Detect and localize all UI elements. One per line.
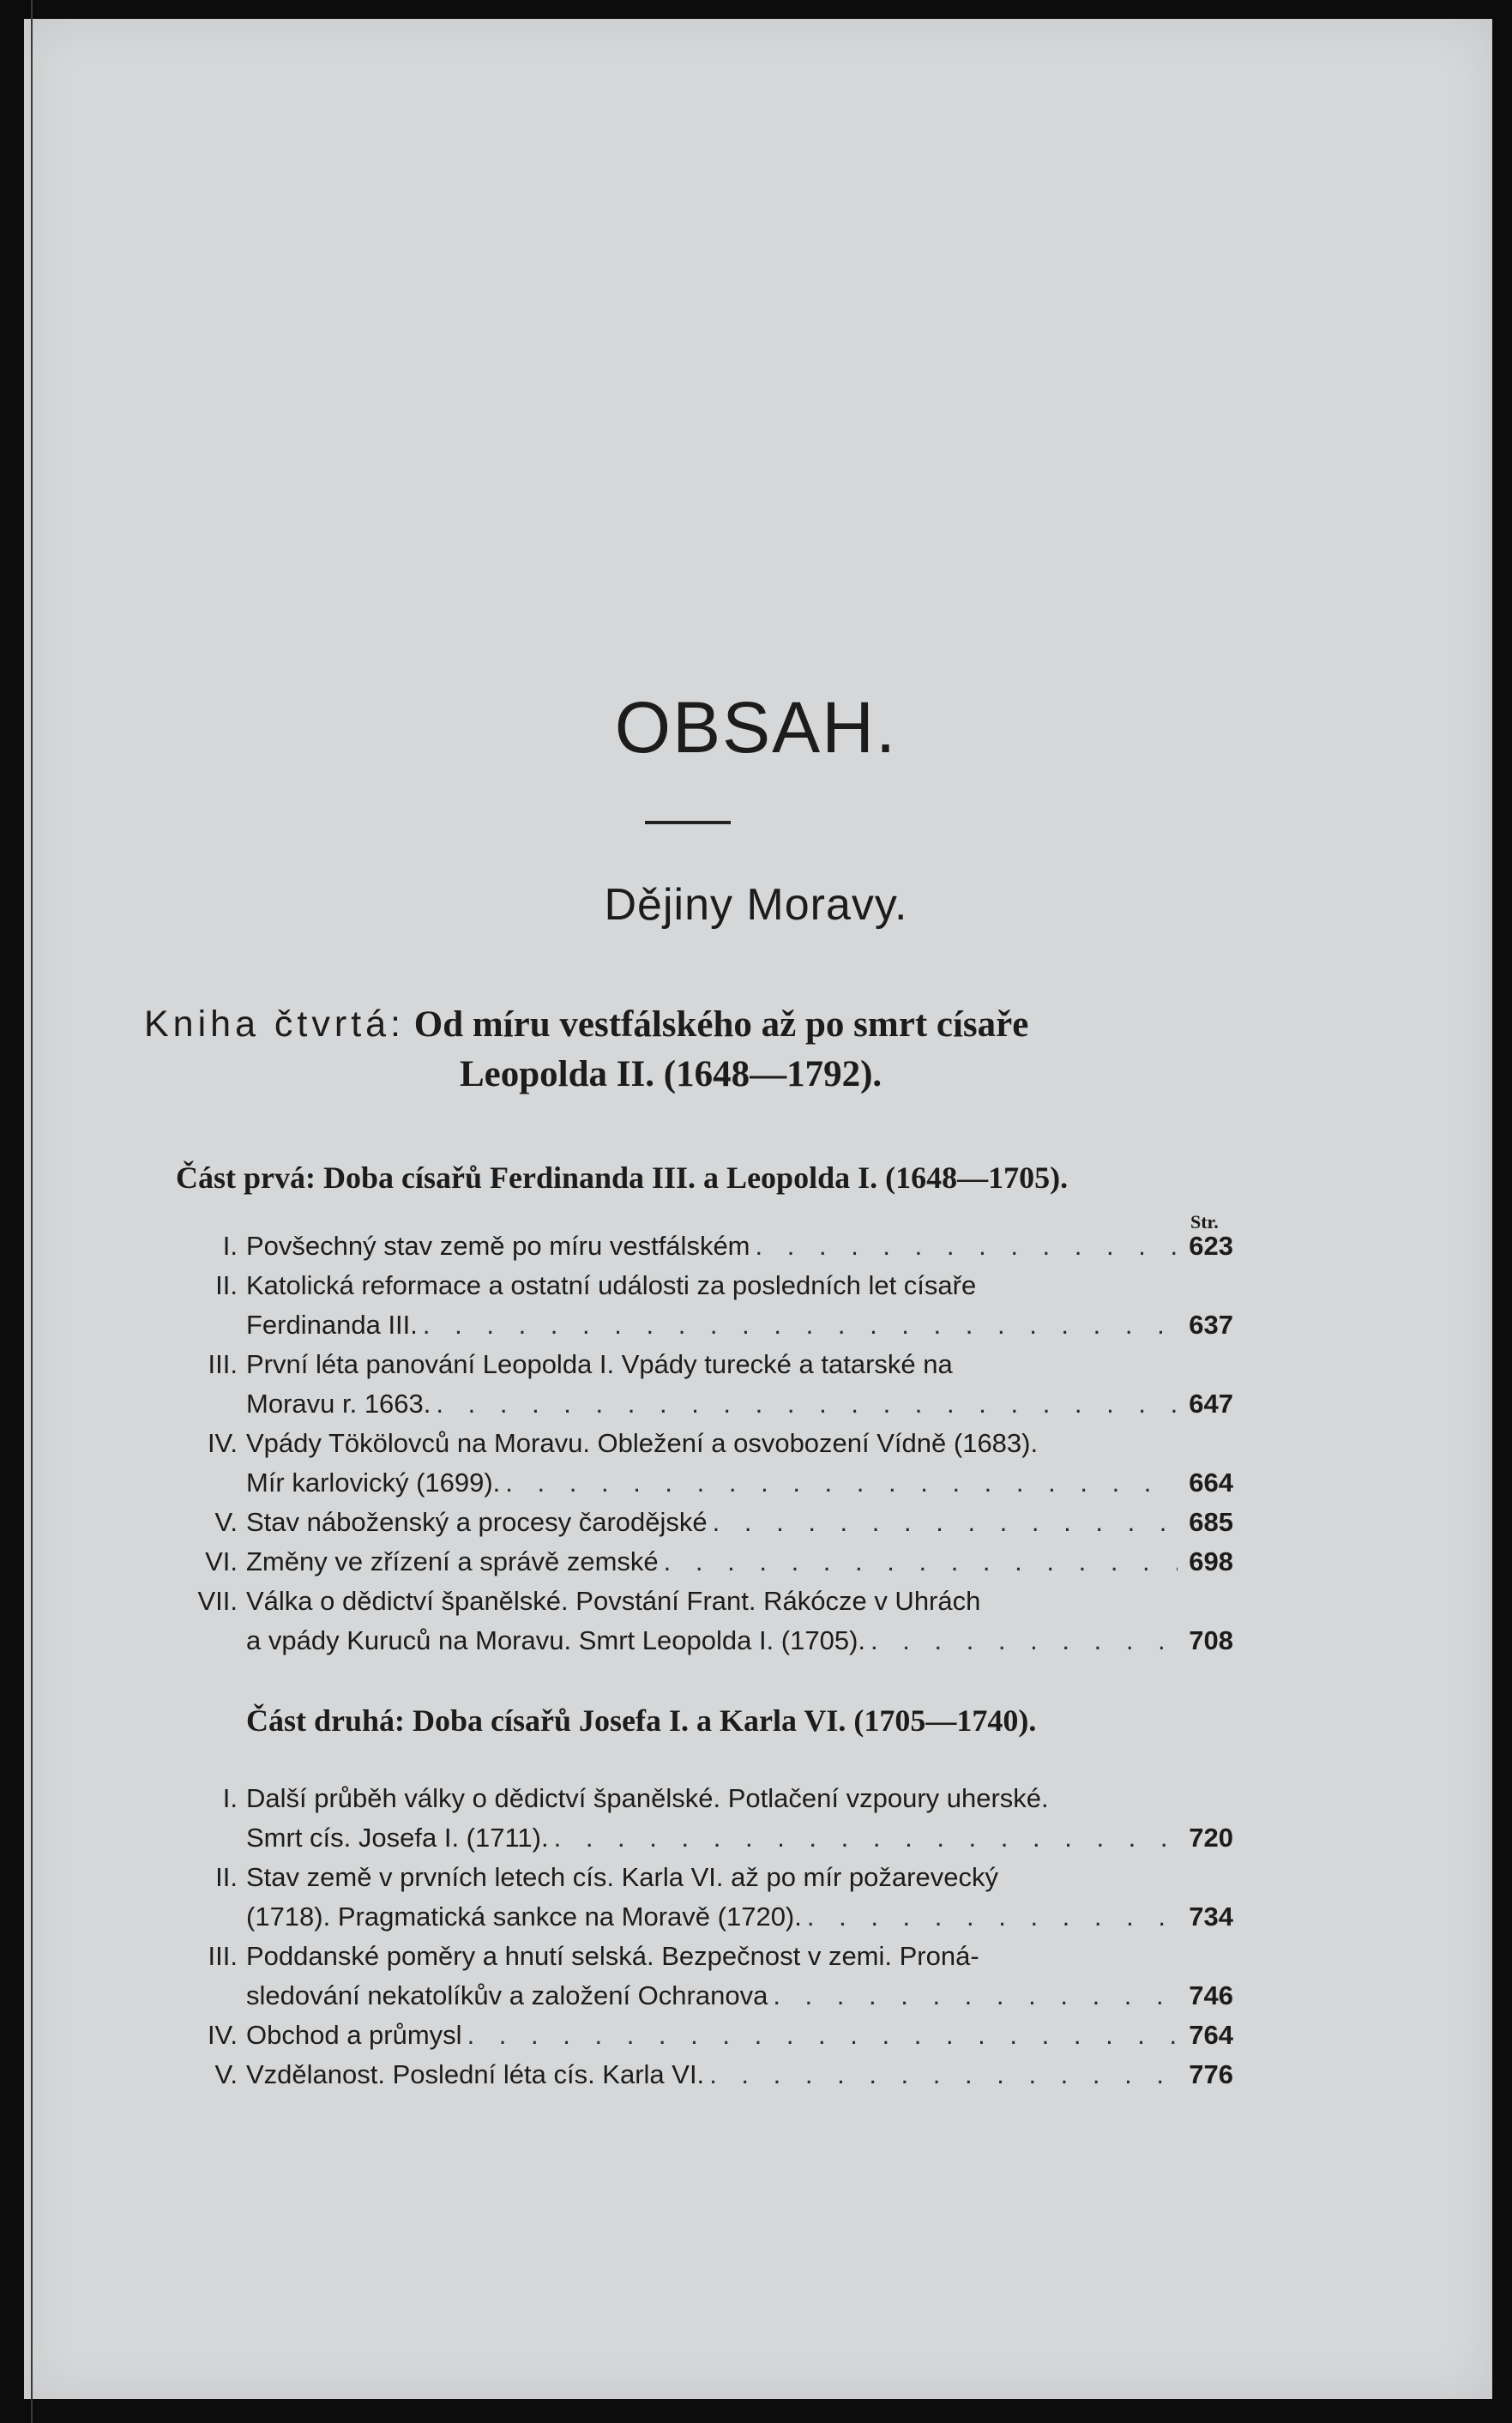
- toc-entry-number: I.: [222, 1783, 238, 1813]
- toc-line: [167, 1542, 1233, 1582]
- toc-line: [167, 1897, 1233, 1937]
- book-title-line1: Od míru vestfálského až po smrt císaře: [413, 1004, 1029, 1045]
- toc-line: [167, 2016, 1233, 2055]
- toc-line: [167, 1976, 1233, 2016]
- toc-entry-text: Válka o dědictví španělské. Povstání Frant. Rákócze v Uhrách: [246, 1586, 981, 1616]
- page-column-label: Str.: [1190, 1211, 1219, 1233]
- toc-line: [167, 1621, 1233, 1661]
- toc-entry-number: II.: [215, 1862, 238, 1892]
- toc-line: [167, 1858, 1233, 1897]
- toc-line: [167, 1463, 1233, 1503]
- toc-page-number: 734: [1189, 1902, 1233, 1932]
- leader-dots: [431, 1384, 1178, 1424]
- toc-entry-number: IV.: [207, 2020, 238, 2050]
- book-lead: Kniha čtvrtá:: [144, 1004, 405, 1045]
- leader-dots: [750, 1227, 1178, 1266]
- toc-entry-text: a vpády Kuruců na Moravu. Smrt Leopolda I. (1705).: [246, 1625, 866, 1655]
- part1-title: Část prvá: Doba císařů Ferdinanda III. a Leopolda I. (1648—1705).: [176, 1160, 1069, 1195]
- toc-entry: [167, 2055, 1233, 2095]
- toc-entry-text: Povšechný stav země po míru vestfálském: [246, 1231, 750, 1261]
- toc-entry: [167, 1937, 1233, 2016]
- toc-entry-text: Další průběh války o dědictví španělské. Potlačení vzpoury uherské.: [246, 1783, 1049, 1813]
- toc-line: [167, 1937, 1233, 1976]
- toc-page-number: 776: [1189, 2059, 1233, 2089]
- toc-entry-text: Mír karlovický (1699).: [246, 1468, 501, 1498]
- toc-entry: [167, 1345, 1233, 1424]
- leader-dots: [708, 1503, 1178, 1542]
- toc-line: [167, 1779, 1233, 1818]
- toc-entry-text: Moravu r. 1663.: [246, 1389, 431, 1419]
- toc-entry: [167, 1779, 1233, 1858]
- toc-entry-text: Stav země v prvních letech cís. Karla VI. až po mír požarevecký: [246, 1862, 998, 1892]
- toc-part2: [167, 1779, 1233, 2095]
- toc-entry-text: Vzdělanost. Poslední léta cís. Karla VI.: [246, 2059, 705, 2089]
- toc-line: [167, 1503, 1233, 1542]
- toc-line: [167, 1818, 1233, 1858]
- toc-entry-text: Změny ve zřízení a správě zemské: [246, 1546, 659, 1576]
- title-rule: [645, 821, 731, 824]
- toc-entry-text: První léta panování Leopolda I. Vpády turecké a tatarské na: [246, 1349, 953, 1379]
- leader-dots: [704, 2055, 1178, 2095]
- toc-entry: [167, 1542, 1233, 1582]
- toc-page-number: 623: [1189, 1231, 1233, 1261]
- toc-line: [167, 1384, 1233, 1424]
- toc-entry: [167, 1858, 1233, 1937]
- toc-entry-number: V.: [214, 2059, 238, 2089]
- toc-entry-number: I.: [222, 1231, 238, 1261]
- toc-line: [167, 1345, 1233, 1384]
- toc-line: [167, 1582, 1233, 1621]
- toc-part1: [167, 1227, 1233, 1661]
- toc-entry: [167, 1266, 1233, 1345]
- page-title: OBSAH.: [614, 687, 898, 768]
- toc-entry-number: II.: [215, 1270, 238, 1300]
- toc-entry-text: Stav náboženský a procesy čarodějské: [246, 1507, 708, 1537]
- toc-page-number: 647: [1189, 1389, 1233, 1419]
- toc-entry-number: V.: [214, 1507, 238, 1537]
- toc-line: [167, 1227, 1233, 1266]
- leader-dots: [768, 1976, 1178, 2016]
- toc-entry: [167, 1424, 1233, 1503]
- toc-entry: [167, 1503, 1233, 1542]
- toc-line: [167, 1305, 1233, 1345]
- toc-page-number: 720: [1189, 1823, 1233, 1853]
- leader-dots: [659, 1542, 1178, 1582]
- toc-page-number: 708: [1189, 1625, 1233, 1655]
- leader-dots: [865, 1621, 1178, 1661]
- toc-entry-number: VI.: [205, 1546, 238, 1576]
- book-title-line2: Leopolda II. (1648—1792).: [460, 1054, 883, 1094]
- toc-page-number: 698: [1189, 1546, 1233, 1576]
- leader-dots: [802, 1897, 1178, 1937]
- toc-entry-text: Vpády Tökölovců na Moravu. Obležení a osvobození Vídně (1683).: [246, 1428, 1039, 1458]
- leader-dots: [549, 1818, 1178, 1858]
- book-heading: [144, 999, 1242, 1100]
- toc-entry-text: Ferdinanda III.: [246, 1310, 418, 1340]
- leader-dots: [500, 1463, 1178, 1503]
- leader-dots: [418, 1305, 1178, 1345]
- toc-entry-number: III.: [208, 1941, 238, 1971]
- toc-entry: [167, 1582, 1233, 1661]
- toc-entry-number: IV.: [207, 1428, 238, 1458]
- toc-entry-text: sledování nekatolíkův a založení Ochranova: [246, 1980, 768, 2010]
- toc-page-number: 685: [1189, 1507, 1233, 1537]
- toc-entry: [167, 1227, 1233, 1266]
- toc-page-number: 746: [1189, 1980, 1233, 2010]
- toc-page-number: 637: [1189, 1310, 1233, 1340]
- subtitle: Dějiny Moravy.: [604, 880, 908, 930]
- toc-entry-number: VII.: [197, 1586, 238, 1616]
- toc-entry-number: III.: [208, 1349, 238, 1379]
- scan-edge: [31, 0, 33, 2423]
- toc-entry-text: Obchod a průmysl: [246, 2020, 462, 2050]
- leader-dots: [462, 2016, 1178, 2055]
- part2-title: Část druhá: Doba císařů Josefa I. a Karla VI. (1705—1740).: [246, 1703, 1037, 1738]
- toc-entry-text: (1718). Pragmatická sankce na Moravě (1720).: [246, 1902, 802, 1932]
- toc-entry-text: Smrt cís. Josefa I. (1711).: [246, 1823, 549, 1853]
- toc-entry-text: Katolická reformace a ostatní události za posledních let císaře: [246, 1270, 977, 1300]
- toc-line: [167, 1266, 1233, 1305]
- toc-page-number: 664: [1189, 1468, 1233, 1498]
- toc-line: [167, 2055, 1233, 2095]
- toc-entry-text: Poddanské poměry a hnutí selská. Bezpečnost v zemi. Proná-: [246, 1941, 979, 1971]
- toc-page-number: 764: [1189, 2020, 1233, 2050]
- toc-entry: [167, 2016, 1233, 2055]
- toc-line: [167, 1424, 1233, 1463]
